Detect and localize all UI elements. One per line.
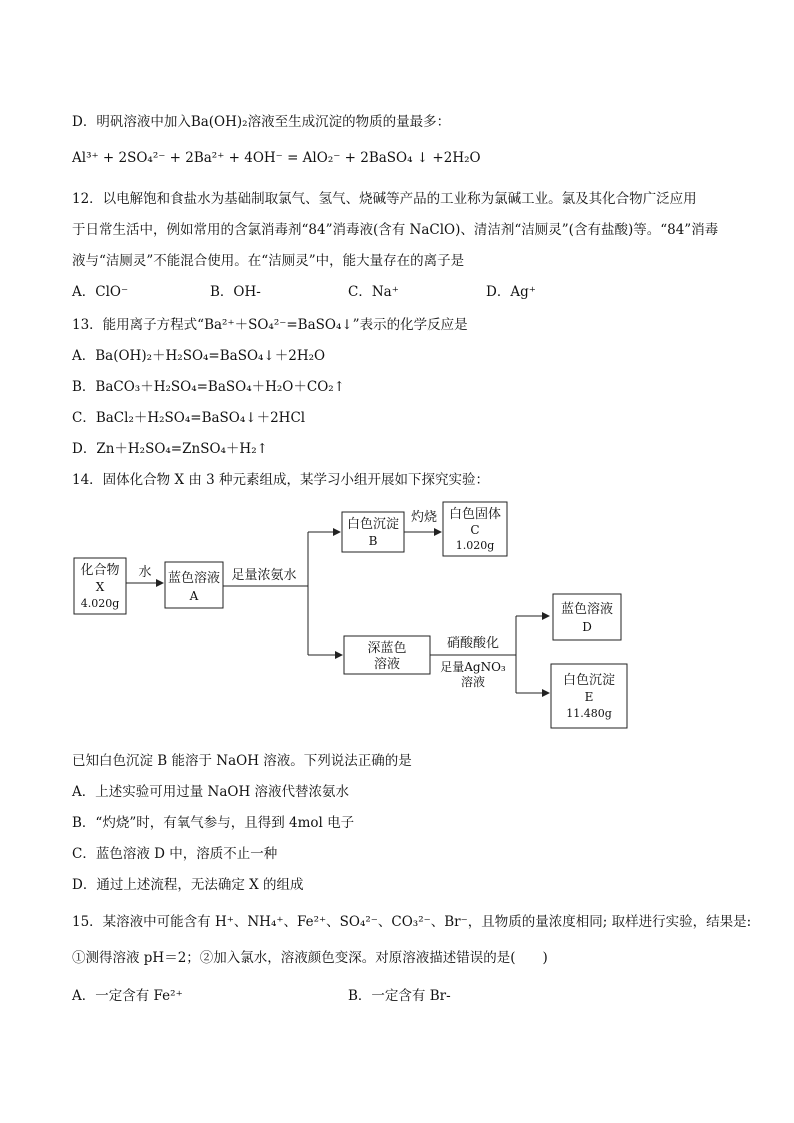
box-white-precipitate-b	[342, 512, 404, 552]
q12-option-d[interactable]: D．Ag⁺	[486, 284, 536, 300]
q12-line3: 液与“洁厕灵”不能混合使用。在“洁厕灵”中，能大量存在的离子是	[72, 253, 465, 269]
box-blue-solution-a	[165, 562, 223, 608]
q12-line1: 12．以电解饱和食盐水为基础制取氯气、氢气、烧碱等产品的工业称为氯碱工业。氯及其化合物广泛应用	[72, 191, 697, 207]
q15-option-a[interactable]: A．一定含有 Fe²⁺	[72, 988, 183, 1004]
q12-line2: 于日常生活中，例如常用的含氯消毒剂“84”消毒液(含有 NaClO)、清洁剂“洁厕灵”(含有盐酸)等。“84”消毒	[72, 222, 719, 238]
box-c-line2: C	[470, 523, 480, 537]
box-e-line1: 白色沉淀	[562, 673, 616, 688]
question-d-option: D．明矾溶液中加入Ba(OH)₂溶液至生成沉淀的物质的量最多：	[72, 114, 451, 130]
q12-option-c[interactable]: C．Na⁺	[348, 284, 399, 300]
box-deep-line2: 溶液	[373, 657, 401, 672]
q14-known: 已知白色沉淀 B 能溶于 NaOH 溶液。下列说法正确的是	[72, 753, 412, 769]
q12-option-a[interactable]: A．ClO⁻	[72, 284, 129, 300]
box-b-line1: 白色沉淀	[346, 517, 400, 532]
box-a-line1: 蓝色溶液	[167, 571, 221, 586]
experiment-flow-diagram	[70, 496, 630, 736]
q13-stem: 13．能用离子方程式“Ba²⁺＋SO₄²⁻=BaSO₄↓”表示的化学反应是	[72, 317, 468, 333]
label-agno3-line1: 足量AgNO₃	[440, 660, 506, 674]
equation-line: Al³⁺ + 2SO₄²⁻ + 2Ba²⁺ + 4OH⁻ = AlO₂⁻ + 2BaSO₄ ↓ +2H₂O	[72, 150, 481, 166]
box-x-line2: X	[95, 580, 105, 594]
box-b-line2: B	[368, 534, 378, 548]
q14-stem: 14．固体化合物 X 由 3 种元素组成，某学习小组开展如下探究实验：	[72, 472, 490, 488]
box-x-line1: 化合物	[80, 563, 120, 578]
q14-option-a[interactable]: A．上述实验可用过量 NaOH 溶液代替浓氨水	[72, 784, 350, 800]
q13-option-d[interactable]: D．Zn＋H₂SO₄=ZnSO₄＋H₂↑	[72, 441, 268, 457]
q13-option-a[interactable]: A．Ba(OH)₂＋H₂SO₄=BaSO₄↓＋2H₂O	[72, 348, 326, 364]
q14-option-d[interactable]: D．通过上述流程，无法确定 X 的组成	[72, 877, 304, 893]
box-deep-line1: 深蓝色	[367, 641, 407, 656]
q14-option-c[interactable]: C．蓝色溶液 D 中，溶质不止一种	[72, 846, 278, 862]
q12-option-b[interactable]: B．OH-	[210, 284, 261, 300]
q15-stem: 15．某溶液中可能含有 H⁺、NH₄⁺、Fe²⁺、SO₄²⁻、CO₃²⁻、Br⁻，且物质的量浓度相同; 取样进行实验，结果是:	[72, 914, 752, 930]
box-x-line3: 4.020g	[80, 597, 120, 610]
box-a-line2: A	[189, 589, 199, 603]
box-c-line3: 1.020g	[455, 539, 495, 552]
label-water: 水	[138, 565, 152, 580]
q13-option-b[interactable]: B．BaCO₃＋H₂SO₄=BaSO₄＋H₂O＋CO₂↑	[72, 379, 345, 395]
q14-option-b[interactable]: B．“灼烧”时，有氧气参与，且得到 4mol 电子	[72, 815, 355, 831]
box-d-line2: D	[582, 620, 592, 634]
box-white-precipitate-e	[551, 664, 627, 728]
box-white-solid-c	[443, 502, 507, 556]
label-burn: 灼烧	[410, 510, 438, 525]
box-c-line1: 白色固体	[448, 507, 502, 522]
box-blue-solution-d	[553, 594, 621, 640]
label-ammonia: 足量浓氨水	[231, 568, 297, 583]
q15-line2: ①测得溶液 pH＝2；②加入氯水，溶液颜色变深。对原溶液描述错误的是( )	[72, 950, 548, 966]
box-e-line2: E	[584, 690, 594, 704]
label-acid: 硝酸酸化	[446, 636, 500, 651]
box-compound-x	[74, 558, 126, 614]
box-deep-blue-solution	[344, 636, 430, 674]
label-agno3-line2: 溶液	[460, 675, 486, 689]
q15-option-b[interactable]: B．一定含有 Br-	[348, 988, 451, 1004]
box-e-line3: 11.480g	[566, 707, 612, 720]
q13-option-c[interactable]: C．BaCl₂＋H₂SO₄=BaSO₄↓＋2HCl	[72, 410, 306, 426]
box-d-line1: 蓝色溶液	[560, 602, 614, 617]
